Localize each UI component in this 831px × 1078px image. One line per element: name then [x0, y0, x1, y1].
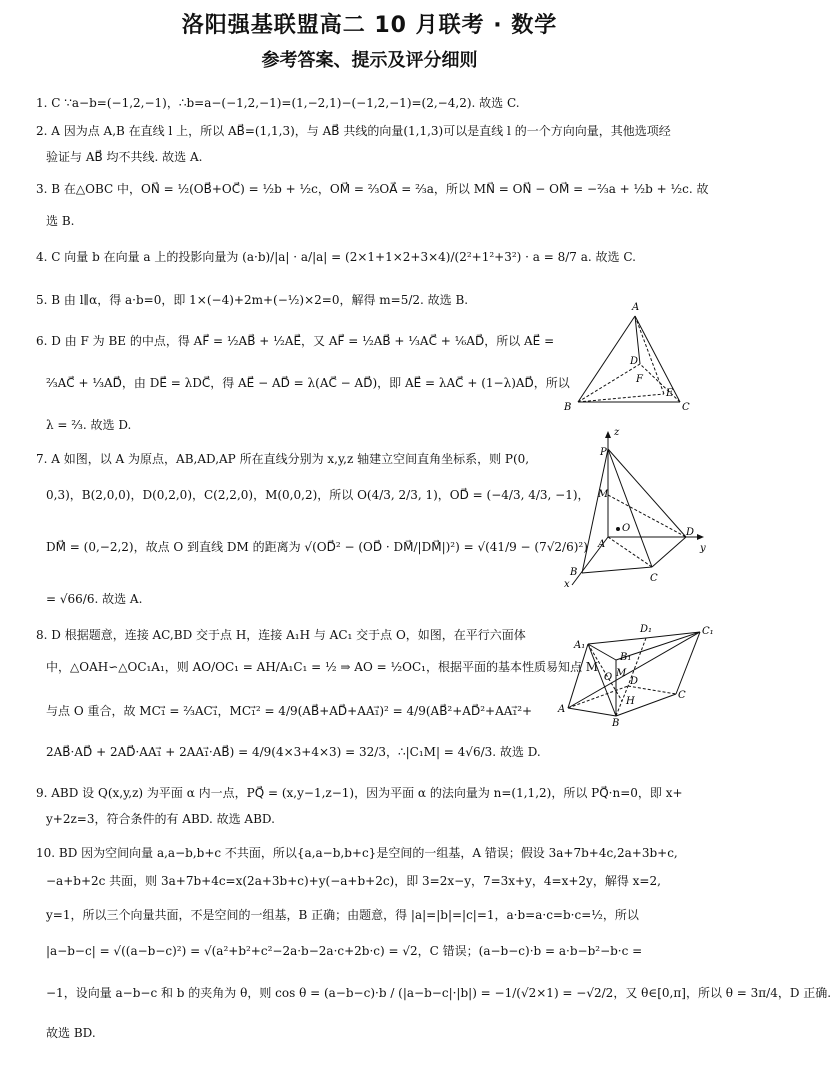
label-B1: B₁	[620, 652, 632, 663]
answer-line: 选 B.	[46, 214, 75, 228]
answer-line: |a−b−c| = √((a−b−c)²) = √(a²+b²+c²−2a·b−2a·c+2b·c) = √2，C 错误；(a−b−c)·b = a·b−b²−b·c =	[46, 944, 643, 958]
label-C1: C₁	[702, 626, 714, 637]
label-C: C	[650, 573, 658, 584]
answer-line: 1. C ∵a−b=(−1,2,−1)，∴b=a−(−1,2,−1)=(1,−2,1)−(−1,2,−1)=(2,−4,2). 故选 C.	[36, 96, 520, 110]
label-B: B	[570, 567, 578, 578]
label-A1: A₁	[574, 640, 586, 651]
answer-line: y+2z=3，符合条件的有 ABD. 故选 ABD.	[46, 812, 275, 826]
answer-line: 9. ABD 设 Q(x,y,z) 为平面 α 内一点，PQ⃗ = (x,y−1,z−1)，因为平面 α 的法向量为 n=(1,1,2)，所以 PQ⃗·n=0，即 x+	[36, 786, 683, 800]
answer-line: 7. A 如图，以 A 为原点，AB,AD,AP 所在直线分别为 x,y,z 轴建立空间直角坐标系，则 P(0,	[36, 452, 530, 466]
answer-line: 0,3)，B(2,0,0)，D(0,2,0)，C(2,2,0)，M(0,0,2)，所以 O(4/3, 2/3, 1)，OD⃗ = (−4/3, 4/3, −1)，	[46, 488, 590, 502]
label-D: D	[630, 356, 639, 367]
answer-line: 中，△OAH∽△OC₁A₁，则 AO/OC₁ = AH/A₁C₁ = ½ ⇒ AO = ½OC₁，根据平面的基本性质易知点 M	[46, 660, 599, 674]
answer-line: 2. A 因为点 A,B 在直线 l 上，所以 AB⃗=(1,1,3)，与 AB⃗ 共线的向量(1,1,3)可以是直线 l 的一个方向向量，其他选项经	[36, 124, 671, 138]
label-A: A	[558, 704, 566, 715]
label-O: O	[622, 523, 631, 534]
answer-line: 2AB⃗·AD⃗ + 2AD⃗·AA₁⃗ + 2AA₁⃗·AB⃗) = 4/9(4×3+4×3) = 32/3，∴|C₁M| = 4√6/3. 故选 D.	[46, 745, 541, 759]
answer-line: 3. B 在△OBC 中，ON⃗ = ½(OB⃗+OC⃗) = ½b + ½c，OM⃗ = ⅔OA⃗ = ⅔a，所以 MN⃗ = ON⃗ − OM⃗ = −⅔a + ½b + ½c. 故	[36, 182, 709, 196]
label-F: F	[636, 374, 643, 385]
page-title: 洛阳强基联盟高二 10 月联考 · 数学	[181, 13, 558, 38]
label-B: B	[564, 402, 572, 413]
pyramid-figure	[560, 425, 710, 590]
label-A: A	[598, 539, 606, 550]
answer-line: 验证与 AB⃗ 均不共线. 故选 A.	[46, 150, 203, 164]
answer-line: λ = ⅔. 故选 D.	[46, 418, 132, 432]
label-y: y	[700, 543, 706, 554]
label-E: E	[666, 388, 674, 399]
answer-line: 与点 O 重合，故 MC₁⃗ = ⅔AC₁⃗，MC₁⃗² = 4/9(AB⃗+AD⃗+AA₁⃗)² = 4/9(AB⃗²+AD⃗²+AA₁⃗²+	[46, 704, 533, 718]
label-M: M	[616, 668, 627, 679]
answer-line: 10. BD 因为空间向量 a,a−b,b+c 不共面，所以{a,a−b,b+c}是空间的一组基，A 错误；假设 3a+7b+4c,2a+3b+c,	[36, 846, 678, 860]
label-B: B	[612, 718, 620, 729]
answer-line: 4. C 向量 b 在向量 a 上的投影向量为 (a·b)/|a| · a/|a| = (2×1+1×2+3×4)/(2²+1²+3²) · a = 8/7 a. 故选 C.	[36, 250, 636, 264]
label-x: x	[564, 579, 570, 590]
label-D: D	[686, 527, 695, 538]
parallelepiped-figure	[558, 616, 718, 729]
page-subtitle: 参考答案、提示及评分细则	[261, 50, 478, 71]
answer-line: y=1，所以三个向量共面，不是空间的一组基，B 正确；由题意，得 |a|=|b|=|c|=1，a·b=a·c=b·c=½，所以	[46, 908, 639, 922]
label-C: C	[682, 402, 690, 413]
label-D: D	[630, 676, 639, 687]
label-z: z	[614, 427, 620, 438]
answer-line: ⅔AC⃗ + ⅓AD⃗，由 DE⃗ = λDC⃗，得 AE⃗ − AD⃗ = λ(AC⃗ − AD⃗)，即 AE⃗ = λAC⃗ + (1−λ)AD⃗，所以	[46, 376, 570, 390]
label-P: P	[600, 447, 607, 458]
label-H: H	[626, 696, 635, 707]
answer-line: 8. D 根据题意，连接 AC,BD 交于点 H，连接 A₁H 与 AC₁ 交于点 O，如图，在平行六面体	[36, 628, 526, 642]
answer-line: −1，设向量 a−b−c 和 b 的夹角为 θ，则 cos θ = (a−b−c)·b / (|a−b−c|·|b|) = −1/(√2×1) = −√2/2，又 θ∈[0,π]，所以 θ = 3π/4，D 正确.	[46, 986, 831, 1000]
tetrahedron-figure	[560, 298, 690, 418]
label-A: A	[632, 302, 640, 313]
answer-line: DM⃗ = (0,−2,2)，故点 O 到直线 DM 的距离为 √(OD⃗² − (OD⃗ · DM⃗/|DM⃗|)²) = √(41/9 − (7√2/6)²)	[46, 540, 588, 554]
label-M: M	[598, 489, 609, 500]
answer-line: −a+b+2c 共面，则 3a+7b+4c=x(2a+3b+c)+y(−a+b+2c)，即 3=2x−y，7=3x+y，4=x+2y，解得 x=2,	[46, 874, 661, 888]
label-C: C	[678, 690, 686, 701]
label-O: O	[604, 672, 613, 683]
answer-line: 5. B 由 l∥α，得 a·b=0，即 1×(−4)+2m+(−½)×2=0，解得 m=5/2. 故选 B.	[36, 293, 469, 307]
answer-line: = √66/6. 故选 A.	[46, 592, 143, 606]
answer-line: 6. D 由 F 为 BE 的中点，得 AF⃗ = ½AB⃗ + ½AE⃗，又 AF⃗ = ½AB⃗ + ⅓AC⃗ + ⅙AD⃗，所以 AE⃗ =	[36, 334, 555, 348]
label-D1: D₁	[640, 624, 653, 635]
answer-line: 故选 BD.	[46, 1026, 96, 1040]
